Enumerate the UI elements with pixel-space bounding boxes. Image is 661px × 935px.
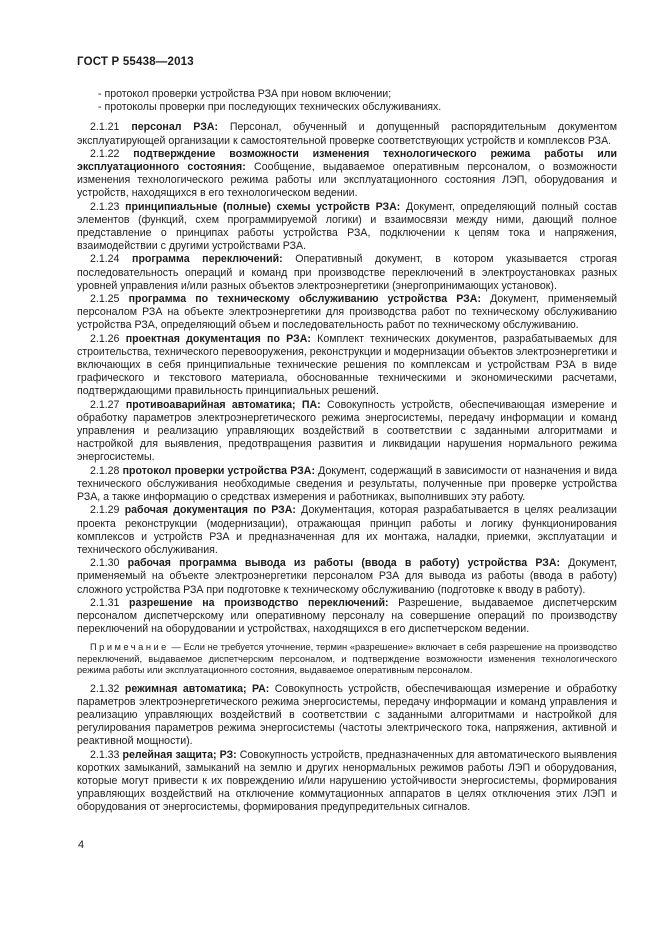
term-definition: Разрешение, выдаваемое диспетчерским персоналом диспетчерскому или оперативному персоналу на совершение операций по производству переключений на оборудовании и устройствах, находящихся в его диспетчерском ведении. <box>77 596 617 636</box>
term-definition: Документ, применяемый персоналом РЗА на объекте электроэнергетики для производства работ по техническому обслуживанию устройства РЗА, определяющий объем и последовательность работ по техническому обслуживанию. <box>77 293 617 332</box>
term-number: 2.1.31 <box>90 596 120 609</box>
term-paragraph <box>77 683 617 749</box>
term-definition: Документ, определяющий полный состав элементов (функций, схем программируемой логики) и взаимосвязи между ними, дающий полное представление о принципах работы устройства РЗА, подключении к цепям тока и напряжения, взаимодействии с другими устройствами РЗА. <box>77 200 617 253</box>
term-paragraph <box>77 121 617 147</box>
term-number: 2.1.32 <box>90 682 120 695</box>
term-title: рабочая программа вывода из работы (ввода в работу) устройства РЗА: <box>127 557 561 570</box>
term-definition: Совокупность устройств, предназначенных для автоматического выявления коротких замыканий, замыканий на землю и других ненормальных режимов работы ЛЭП и оборудования, которые могут привести к их повреждению и/или нарушению устойчивости энергосистемы, формирования управляющих воздействий на отключение коммутационных аппаратов в целях отключения этих ЛЭП и оборудования от энергосистемы, формирования предупредительных сигналов. <box>77 748 617 814</box>
term-title: персонал РЗА: <box>131 121 219 134</box>
term-title: проектная документация по РЗА: <box>125 332 311 345</box>
term-title: разрешение на производство переключений: <box>129 596 389 609</box>
term-definition: Сообщение, выдаваемое оперативным персоналом, о возможности изменения технологического режима работы или эксплуатационного состояния ЛЭП, оборудования и устройств, находящихся в его технологическом ведении. <box>77 161 618 200</box>
term-definition: Оперативный документ, в котором указывается строгая последовательность операций и команд при производстве переключений в электроустановках разных уровней управления и/или разных объектов электроэнергетики (энергопринимающих установок). <box>77 253 617 292</box>
term-definition: Совокупность устройств, обеспечивающая измерение и обработку параметров электроэнергетического режима энергосистемы, передачу информации и команд управления и реализацию управляющих воздействий в соответствии с заданными алгоритмами и настройкой для выявления, предотвращения развития и ликвидации нарушения нормального режима энергосистемы. <box>77 398 617 464</box>
term-definition: Совокупность устройств, обеспечивающая измерение и обработку параметров электроэнергетического режима энергосистемы, передачу информации и команд управления и реализацию управляющих воздействий в соответствии с заданными алгоритмами и настройкой для регулирования параметров режима энергосистемы (частоты электрического тока, напряжения, активной и реактивной мощности). <box>77 682 617 748</box>
term-paragraph <box>77 465 617 505</box>
term-title: рабочая документация по РЗА: <box>124 504 296 517</box>
term-number: 2.1.30 <box>90 557 120 570</box>
term-number: 2.1.33 <box>90 748 120 761</box>
note-text: — Если не требуется уточнение, термин «разрешение» включает в себя разрешение на производство переключений, выдаваемое диспетчерским персоналом, и подтверждение возможности изменения технологического режима работы или эксплуатационного состояния, выдаваемое оперативным персоналом. <box>77 642 617 676</box>
term-title: подтверждение возможности изменения технологического режима работы или эксплуатационного состояния: <box>77 147 617 174</box>
term-number: 2.1.22 <box>90 147 120 160</box>
document-header: ГОСТ Р 55438—2013 <box>77 56 194 68</box>
term-title: релейная защита; РЗ: <box>122 748 237 761</box>
term-title: программа по техническому обслуживанию устройства РЗА: <box>128 293 481 306</box>
content-area <box>77 56 617 815</box>
term-definition: Персонал, обученный и допущенный распорядительным документом эксплуатирующей организации к самостоятельной проверке соответствующих устройств и комплексов РЗА. <box>77 121 617 147</box>
term-paragraph <box>77 597 617 637</box>
term-title: режимная автоматика; РА: <box>124 682 270 695</box>
term-definition: Документ, содержащий в зависимости от назначения и вида технического обслуживания необходимые сведения и результаты, полученные при проверке устройства РЗА, а также информацию о средствах измерения и работниках, выполнивших эту работу. <box>77 464 617 504</box>
content-blocks <box>77 88 617 815</box>
term-title: протокол проверки устройства РЗА: <box>122 464 315 477</box>
term-number: 2.1.27 <box>90 398 120 411</box>
term-paragraph <box>77 293 617 333</box>
term-number: 2.1.26 <box>90 332 120 345</box>
note-paragraph <box>77 642 617 676</box>
term-paragraph <box>77 148 617 201</box>
term-number: 2.1.28 <box>90 464 120 477</box>
term-number: 2.1.21 <box>90 121 120 134</box>
term-title: программа переключений: <box>132 253 283 266</box>
term-paragraph <box>77 399 617 465</box>
list-item: - протоколы проверки при последующих технических обслуживаниях. <box>98 101 442 114</box>
note-label: Примечание <box>90 642 169 653</box>
term-number: 2.1.24 <box>90 253 120 266</box>
term-definition: Комплект технических документов, разрабатываемых для строительства, технического перевооружения, реконструкции и модернизации объектов электроэнергетики и включающих в себя принципиальные технические решения по комплексам и устройствам РЗА в виде графического и текстового материала, обоснованные техническими и экономическими расчетами, подтверждающими правильность принципиальных решений. <box>77 332 618 398</box>
term-definition: Документ, применяемый на объекте электроэнергетики персоналом РЗА для вывода из работы (ввода в работу) сложного устройства РЗА при подготовке к техническому обслуживанию (подготовке к вводу в работу). <box>77 557 618 596</box>
term-paragraph <box>77 504 617 557</box>
term-paragraph <box>77 333 617 399</box>
term-number: 2.1.25 <box>90 293 120 306</box>
term-title: принципиальные (полные) схемы устройств РЗА: <box>125 200 401 213</box>
term-number: 2.1.23 <box>90 200 120 213</box>
page-number: 4 <box>78 839 85 851</box>
term-paragraph <box>77 557 617 597</box>
term-number: 2.1.29 <box>90 504 120 517</box>
list-item: - протокол проверки устройства РЗА при новом включении; <box>98 88 392 100</box>
term-paragraph <box>77 749 617 815</box>
term-paragraph <box>77 201 617 254</box>
term-definition: Документация, которая разрабатывается в целях реализации проекта реконструкции (модернизации), отражающая принцип работы и логику функционирования комплексов и устройств РЗА и предназначенная для их монтажа, наладки, приемки, эксплуатации и технического обслуживания. <box>77 504 617 556</box>
term-paragraph <box>77 253 617 293</box>
term-title: противоаварийная автоматика; ПА: <box>125 398 321 411</box>
